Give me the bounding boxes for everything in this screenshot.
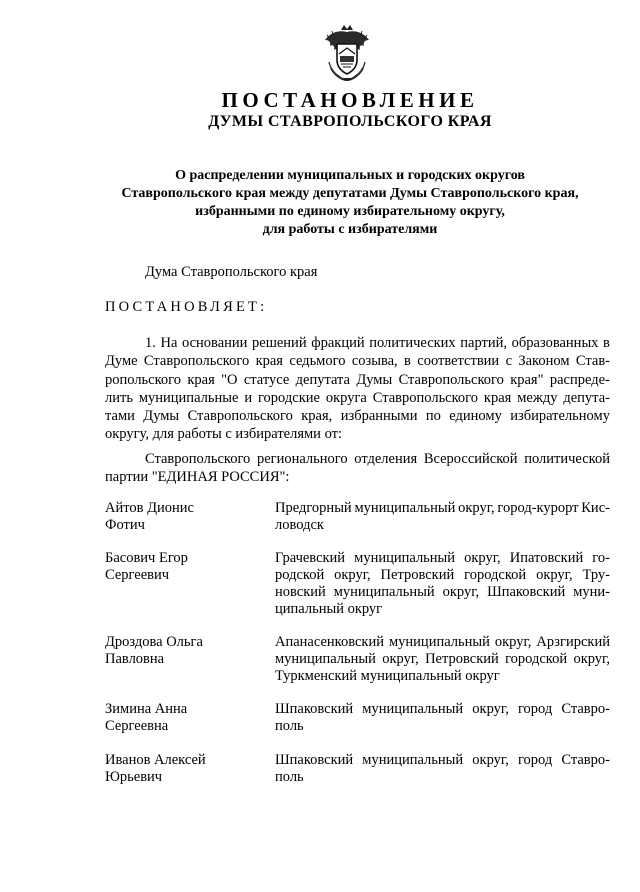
issuer-line: Дума Ставропольского края <box>145 264 318 280</box>
text-line: Предгорный муниципальный округ, город-курорт Кис- <box>275 500 610 516</box>
text-line: Грачевский муниципальный округ, Ипатовский го- <box>275 550 610 566</box>
text-line: новский муниципальный округ, Шпаковский муни- <box>275 584 610 600</box>
deputy-name-line: Сергеевич <box>105 567 170 583</box>
subject-line: Ставропольского края между депутатами Думы Ставропольского края, <box>121 186 579 201</box>
deputy-name <box>105 634 270 668</box>
text-line: ропольского края "О статусе депутата Думы Ставропольского края" распреде- <box>105 371 610 388</box>
document-title: ПОСТАНОВЛЕНИЕ <box>221 88 479 112</box>
text-line: поль <box>275 718 304 734</box>
document-subtitle: ДУМЫ СТАВРОПОЛЬСКОГО КРАЯ <box>208 113 492 130</box>
deputy-name <box>105 550 270 584</box>
text-line: округу, для работы с избирателями от: <box>105 426 342 443</box>
deputy-name <box>105 752 270 786</box>
text-line: муниципальный округ, Петровский городской округ, <box>275 651 610 667</box>
text-line: лить муниципальные и городские округа Ставропольского края между депута- <box>105 389 610 406</box>
text-line: Ставропольского регионального отделения Всероссийской политической <box>145 451 610 467</box>
deputy-name-line: Фотич <box>105 517 145 533</box>
text-line: партии "ЕДИНАЯ РОССИЯ": <box>105 468 290 485</box>
resolves-heading: ПОСТАНОВЛЯЕТ: <box>105 299 268 315</box>
deputy-districts <box>275 634 610 685</box>
subject-line: О распределении муниципальных и городских округов <box>175 168 525 183</box>
deputy-name-line: Сергеевна <box>105 718 169 734</box>
text-line: тами Думы Ставропольского края, избранными по единому избирательному <box>105 408 610 425</box>
text-line: ловодск <box>275 517 324 533</box>
deputy-name-line: Павловна <box>105 651 165 667</box>
text-line: ципальный округ <box>275 601 383 617</box>
text-line: Думе Ставропольского края седьмого созыва, в соответствии с Законом Став- <box>105 353 610 370</box>
subject-line: избранными по единому избирательному округу, <box>195 204 505 219</box>
deputy-name-line: Айтов Дионис <box>105 500 194 516</box>
coat-of-arms-emblem <box>321 24 373 82</box>
deputy-name-line: Зимина Анна <box>105 701 188 717</box>
subject-line: для работы с избирателями <box>262 222 438 237</box>
deputy-districts <box>275 701 610 735</box>
text-line: родской округ, Петровский городской округ, Тру- <box>275 567 610 583</box>
text-line: 1. На основании решений фракций политических партий, образованных в <box>145 335 610 351</box>
deputy-districts <box>275 550 610 618</box>
deputy-districts <box>275 752 610 786</box>
text-line: поль <box>275 769 304 785</box>
text-line: Туркменский муниципальный округ <box>275 668 500 684</box>
text-line: Шпаковский муниципальный округ, город Ставро- <box>275 752 610 768</box>
document-subject <box>100 167 600 239</box>
deputy-name-line: Иванов Алексей <box>105 752 206 768</box>
party-paragraph <box>105 451 610 486</box>
text-line: Шпаковский муниципальный округ, город Ставро- <box>275 701 610 717</box>
deputy-name-line: Басович Егор <box>105 550 188 566</box>
paragraph-1 <box>105 334 610 444</box>
deputy-name-line: Дроздова Ольга <box>105 634 203 650</box>
deputy-name <box>105 500 270 534</box>
deputy-name <box>105 701 270 735</box>
text-line: Апанасенковский муниципальный округ, Арзгирский <box>275 634 610 650</box>
deputy-districts <box>275 500 610 534</box>
deputy-name-line: Юрьевич <box>105 769 163 785</box>
